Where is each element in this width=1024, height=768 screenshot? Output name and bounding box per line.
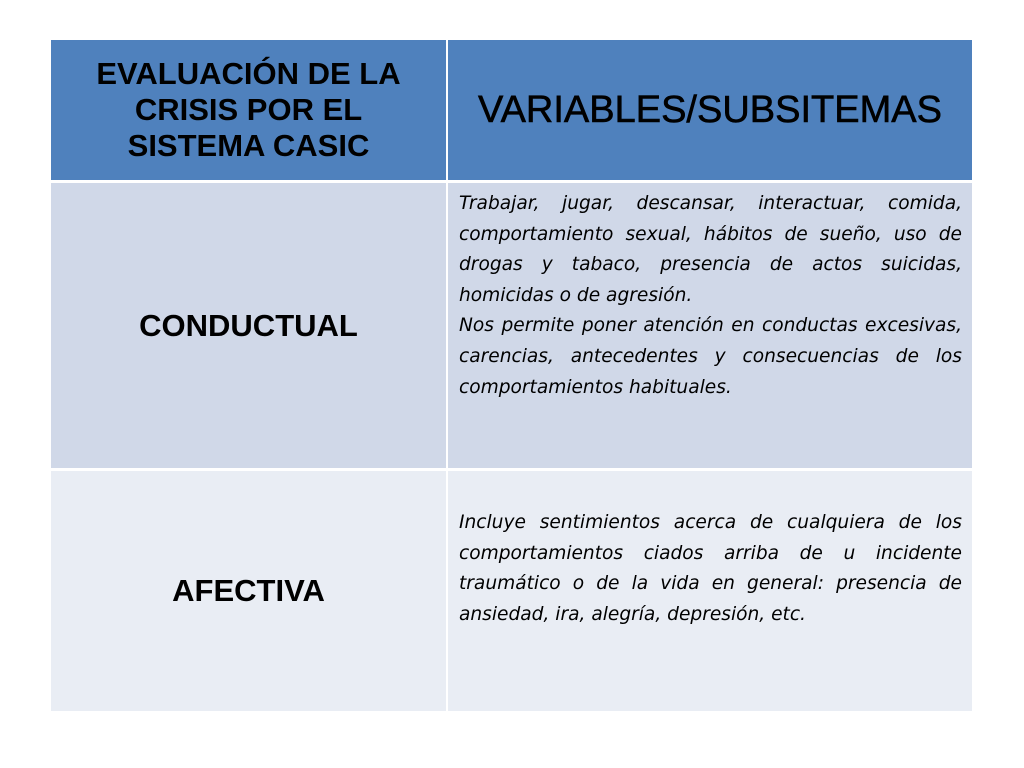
row-desc-paragraph: Trabajar, jugar, descansar, interactuar, comida, comportamiento sexual, hábitos de sueño, uso de drogas y tabaco, presencia de actos suicidas, homicidas o de agresión. [459,193,962,306]
row-desc-paragraph: Nos permite poner atención en conductas excesivas, carencias, antecedentes y consecuencias de los comportamientos habituales. [459,315,962,398]
header-cell-evaluation [51,40,446,180]
row-desc-paragraph: Incluye sentimientos acerca de cualquiera de los comportamientos ciados arriba de u incidente traumático o de la vida en general: presencia de ansiedad, ira, alegría, depresión, etc. [459,512,962,625]
row-label-conductual: CONDUCTUAL [139,307,358,343]
row-desc-cell-afectiva [448,471,972,711]
row-label-cell-conductual [51,183,446,468]
header-right-text: VARIABLES/SUBSITEMAS [478,89,942,131]
header-cell-variables [448,40,972,180]
casic-table [51,40,972,711]
header-left-text: EVALUACIÓN DE LA CRISIS POR EL SISTEMA CASIC [96,56,401,163]
row-label-cell-afectiva [51,471,446,711]
row-label-afectiva: AFECTIVA [172,573,325,608]
row-desc-cell-conductual [448,183,972,468]
